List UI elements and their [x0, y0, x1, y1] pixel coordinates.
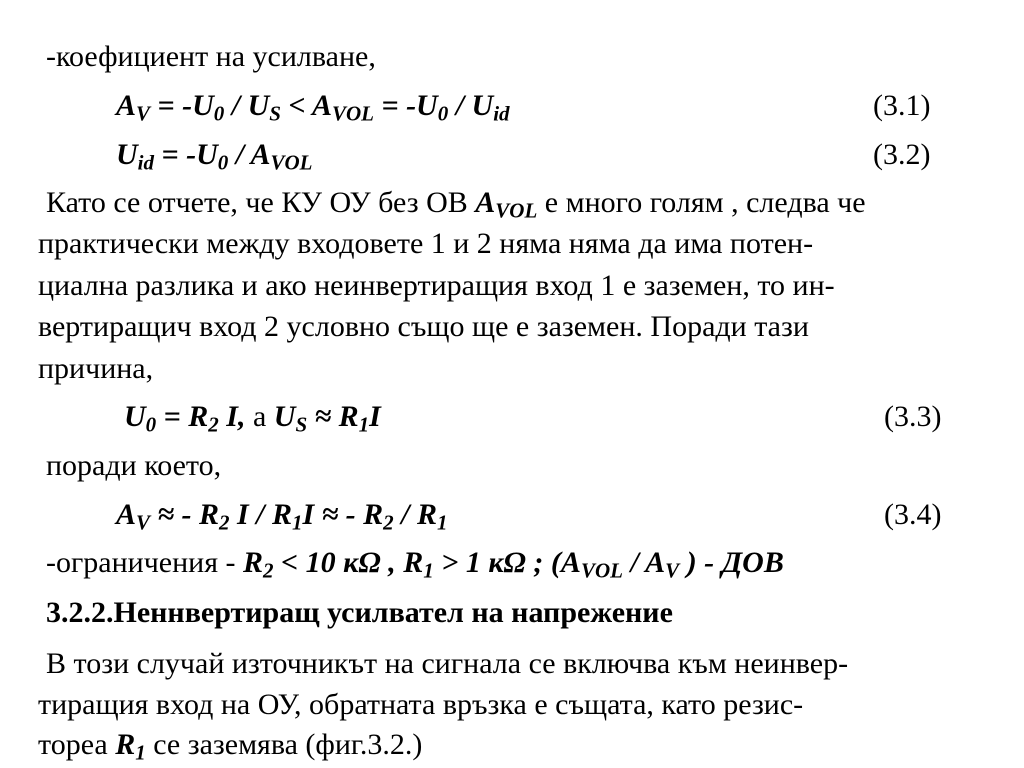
text-line: -коефициент на усилване, [46, 40, 376, 73]
paragraph-line: практически между входовете 1 и 2 няма няма да има потен- [38, 227, 814, 260]
limits-line: -ограничения - $R_2 < 10$ кΩ , $R_1 > 1$ кΩ ; ($A_{VOL} / A_V$ ) - ДОВ [46, 546, 784, 583]
paragraph-line: тиращия вход на ОУ, обратната връзка е същата, като резис- [38, 688, 804, 721]
section-heading: 3.2.2.Неннвертиращ усилвател на напрежение [46, 596, 673, 629]
paragraph-line: вертиращич вход 2 условно също ще е заземен. Поради тази [38, 310, 809, 343]
equation-3-3: $U_0 = R_2$ I, а $U_S \approx R_1I$ [124, 400, 381, 437]
equation-number: (3.1) [873, 89, 931, 122]
equation-number: (3.3) [884, 400, 942, 433]
paragraph-line: тореа $R_1$ се заземява (фиг.3.2.) [38, 728, 423, 765]
paragraph-line: циална разлика и ако неинвертиращия вход 1 е заземен, то ин- [38, 269, 835, 302]
equation-3-2: $U_{id} = -U_0 / A_{VOL}$ [116, 138, 313, 175]
paragraph-line: причина, [38, 352, 154, 385]
equation-number: (3.4) [884, 498, 942, 531]
paragraph-line: В този случай източникът на сигнала се включва към неинвер- [46, 647, 849, 680]
equation-3-4: $A_V$ ≈ - $R_2$ I / $R_1I$ ≈ - $R_2 / R_1$ [116, 498, 448, 535]
equation-number: (3.2) [873, 138, 931, 171]
paragraph-line: Като се отчете, че КУ ОУ без ОВ $A_{VOL}$ е много голям , следва че [46, 186, 866, 223]
equation-3-1: $A_V = -U_0 / U_S < A_{VOL} = -U_0 / U_{id}$ [116, 89, 510, 126]
text-line: поради което, [46, 449, 222, 482]
